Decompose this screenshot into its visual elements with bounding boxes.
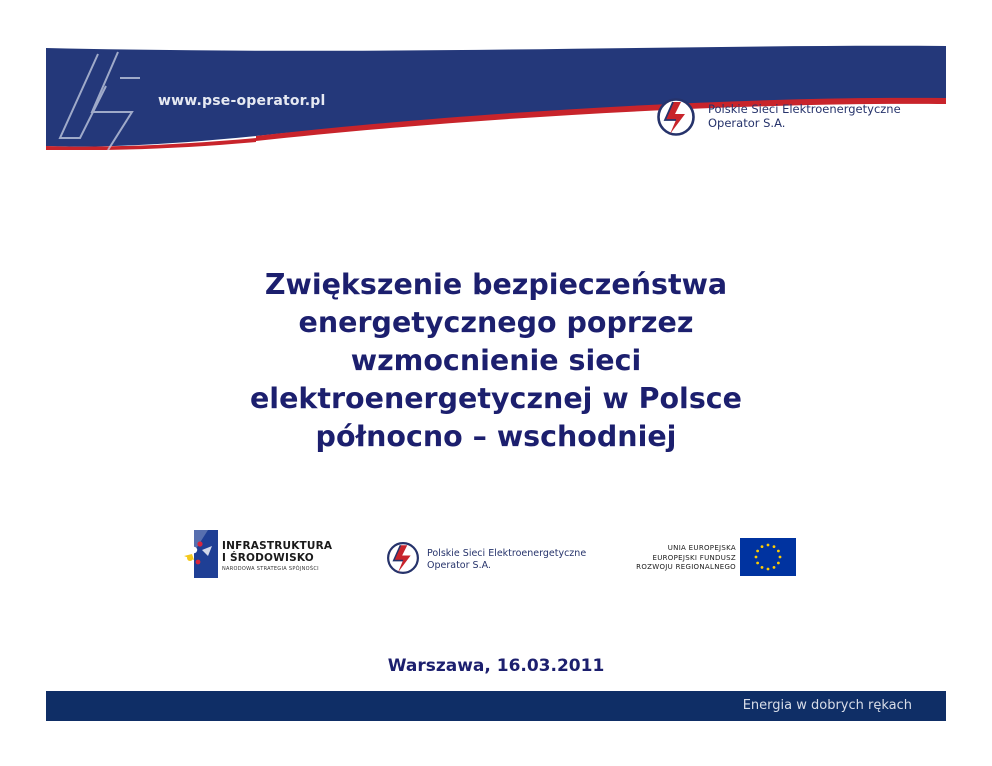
infrastruktura-name <box>222 540 332 564</box>
company-name-line: Operator S.A. <box>708 116 786 130</box>
eu-star-icon <box>767 568 770 571</box>
eu-star-icon <box>761 545 764 548</box>
title-line: energetycznego poprzez <box>298 306 694 339</box>
eu-fund-text <box>590 544 736 573</box>
eu-flag-icon <box>740 538 796 576</box>
title-line: elektroenergetycznej w Polsce <box>249 382 743 415</box>
eu-star-icon <box>777 550 780 553</box>
eu-text-line: EUROPEJSKI FUNDUSZ <box>652 553 736 562</box>
infrastruktura-subtitle: NARODOWA STRATEGIA SPÓJNOŚCI <box>222 566 319 572</box>
pse-logo-line: Operator S.A. <box>427 560 491 571</box>
eu-star-icon <box>756 562 759 565</box>
pse-logo-icon <box>656 96 696 138</box>
eu-text-line: ROZWOJU REGIONALNEGO <box>636 563 736 571</box>
header-company-name <box>708 102 901 130</box>
footer-bar <box>46 691 946 721</box>
eu-star-icon <box>761 566 764 569</box>
company-name-line: Polskie Sieci Elektroenergetyczne <box>708 102 901 116</box>
eu-star-icon <box>755 556 758 559</box>
eu-star-icon <box>773 566 776 569</box>
title-line: Zwiększenie bezpieczeństwa <box>264 268 728 301</box>
footer-slogan: Energia w dobrych rękach <box>742 698 912 713</box>
pse-logo-line: Polskie Sieci Elektroenergetyczne <box>427 548 587 559</box>
eu-star-icon <box>767 544 770 547</box>
eu-star-icon <box>779 556 782 559</box>
eu-star-icon <box>777 562 780 565</box>
title-line: północno – wschodniej <box>315 420 677 453</box>
pse-logo-text <box>427 548 586 572</box>
infrastruktura-emblem-icon <box>184 530 220 578</box>
infrastruktura-line: INFRASTRUKTURA <box>222 540 333 552</box>
pse-logo-small-icon <box>386 540 420 576</box>
eu-star-icon <box>773 545 776 548</box>
eu-text-line: UNIA EUROPEJSKA <box>667 544 736 552</box>
infrastruktura-line: I ŚRODOWISKO <box>222 552 314 564</box>
eu-star-icon <box>756 550 759 553</box>
title-line: wzmocnienie sieci <box>350 344 642 377</box>
website-url[interactable]: www.pse-operator.pl <box>158 93 326 109</box>
presentation-title <box>100 266 892 456</box>
presentation-date: Warszawa, 16.03.2011 <box>387 656 605 676</box>
